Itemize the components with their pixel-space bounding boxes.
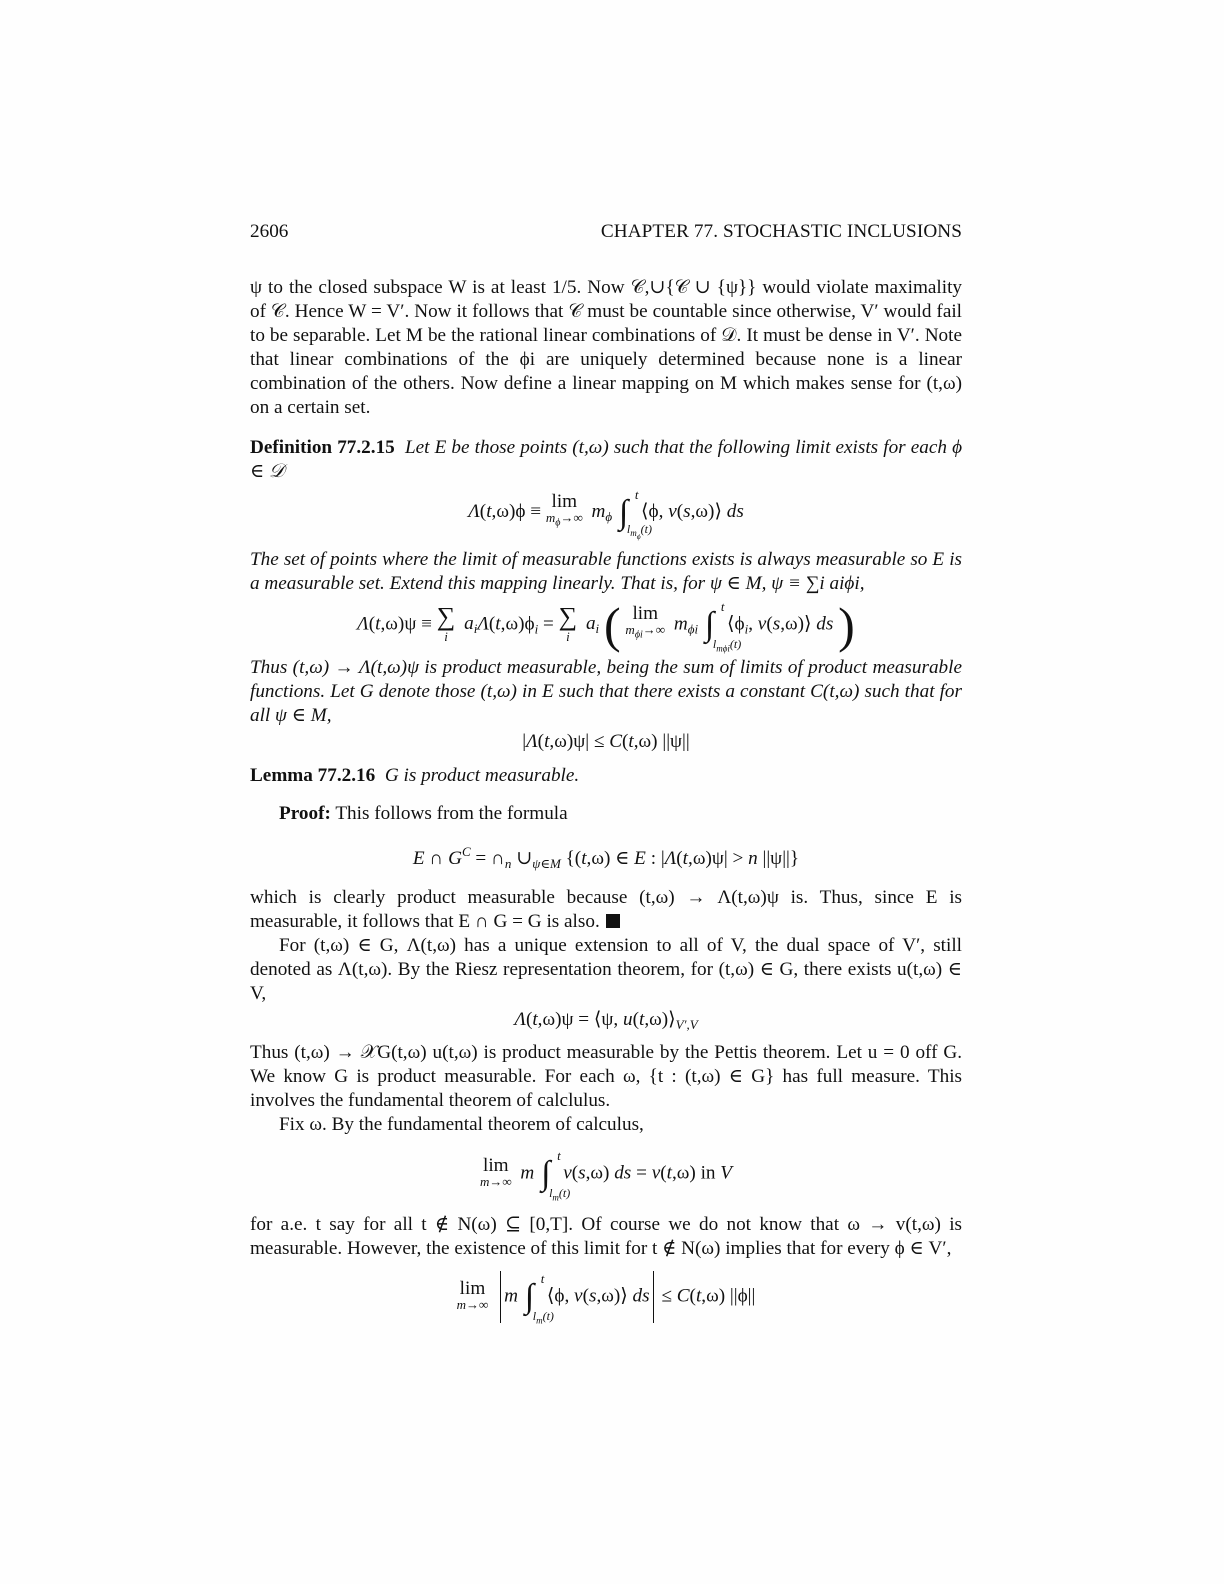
definition-text-3: Thus (t,ω) → Λ(t,ω)ψ is product measurable, being the sum of limits of product measurable functions. Let G denote those (t,ω) in E such that there exists a constant C(t,ω) such that for all ψ ∈ M, [250,656,962,726]
paragraph-measurable: which is clearly product measurable because (t,ω) → Λ(t,ω)ψ is. Thus, since E is measurable, it follows that E ∩ G = G is also. [250,886,962,932]
definition-text-2: The set of points where the limit of measurable functions exists is always measurable so E is a measurable set. Extend this mapping linearly. That is, for ψ ∈ M, ψ ≡ ∑i aiϕi, [250,548,962,594]
lemma-text: G is product measurable. [384,764,580,786]
equation-riesz: Λ(t,ω)ψ = ⟨ψ, $u(t,\omega)⟩_{V',V}$ [514,1008,698,1032]
page-body [250,276,963,1326]
paragraph-ae: for a.e. t say for all t ∉ N(ω) ⊆ [0,T]. Of course we do not know that ω → v(t,ω) is measurable. However, the existence of this limit for t ∉ N(ω) implies that for every ϕ ∈ V′, [250,1213,962,1259]
chapter-title: CHAPTER 77. STOCHASTIC INCLUSIONS [600,221,962,242]
equation-limit-bound: lim m→∞ m ∫ t $l_m(t)$ ⟨ϕ, v(s,ω)⟩ ds ≤ C(t,ω) ||ϕ|| [456,1270,756,1326]
running-header [250,220,962,244]
equation-ftc: lim m→∞ m ∫ t $l_m(t)$ v(s,ω) ds = v(t,ω) in V [479,1147,733,1203]
lemma-block [250,764,962,788]
paragraph-extension: For (t,ω) ∈ G, Λ(t,ω) has a unique extension to all of V, the dual space of V′, still denoted as Λ(t,ω). By the Riesz representation theorem, for (t,ω) ∈ G, there exists u(t,ω) ∈ V, [250,934,962,1004]
paragraph-fix: Fix ω. By the fundamental theorem of calculus, [279,1113,644,1135]
paragraph-intro: ψ to the closed subspace W is at least 1/5. Now 𝒞,∪{𝒞 ∪ {ψ}} would violate maximality of 𝒞. Hence W = V′. Now it follows that 𝒞 must be countable since otherwise, V′ would fail to be separable. Let M be the rational linear combinations of 𝒟. It must be dense in V′. Note that linear combinations of the ϕi are uniquely determined because none is a linear combination of the others. Now define a linear mapping on M which makes sense for (t,ω) on a certain set. [250,277,962,418]
equation-bound: |Λ(t,ω)ψ| ≤ C(t,ω) ||ψ|| [522,730,690,752]
equation-lambda-psi: Λ(t,ω)ψ ≡ ∑ i $a_i\Lambda(t,\omega)\phi_i$ = ∑ i $a_i$ ( lim $m_{\phi i}\to\infty$ $m_{\phi i}$ ∫ t $l_{m\phi i}(t)$ $⟨\phi_i$, v(s,ω)⟩ ds ) [357,596,855,654]
definition-label: Definition 77.2.15 [250,437,395,458]
equation-lambda-phi: Λ(t,ω)ϕ ≡ lim $m_\phi\to\infty$ $m_\phi$ ∫ t $l_{m_\phi}(t)$ ⟨ϕ, v(s,ω)⟩ ds [468,486,744,541]
proof-block [250,802,962,826]
equation-complement: E ∩ $G^C$ = $\cap_n$ $\cup_{\psi\in M}$ {(t,ω) ∈ E : |Λ(t,ω)ψ| > n ||ψ||} [412,843,800,871]
paragraph-pettis: Thus (t,ω) → 𝒳G(t,ω) u(t,ω) is product measurable by the Pettis theorem. Let u = 0 off G. We know G is product measurable. For each ω, {t : (t,ω) ∈ G} has full measure. This involves the fundamental theorem of calclulus. [250,1041,962,1111]
qed-square [606,914,620,928]
proof-text: This follows from the formula [335,802,568,824]
lemma-label: Lemma 77.2.16 [250,764,376,786]
definition-text: Let E be those points (t,ω) such that the following limit exists for each ϕ ∈ 𝒟 [250,437,963,482]
definition-block [250,436,962,484]
page-number: 2606 [250,221,289,242]
proof-label: Proof: [279,802,331,824]
